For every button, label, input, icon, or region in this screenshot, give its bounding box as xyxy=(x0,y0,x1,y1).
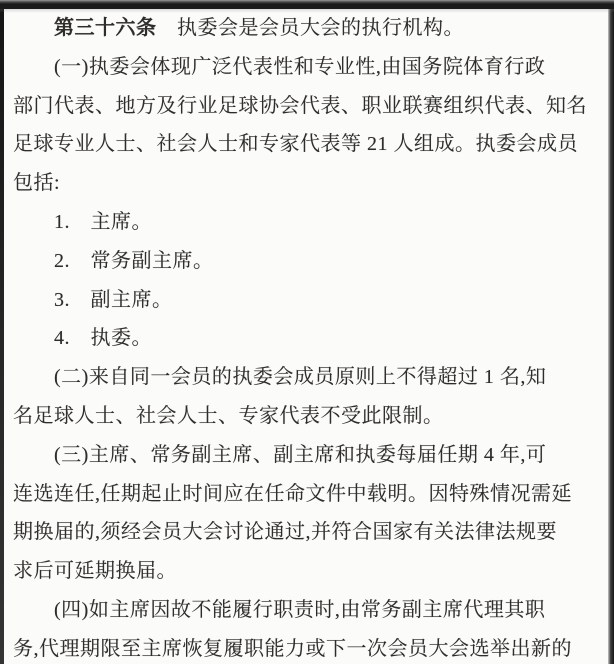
text-line xyxy=(13,436,606,475)
text-segment: 1. 主席。 xyxy=(54,210,152,233)
text-segment: (二)来自同一会员的执委会成员原则上不得超过 1 名,知 xyxy=(54,366,547,389)
text-segment: (四)如主席因故不能履行职责时,由常务副主席代理其职 xyxy=(54,598,546,621)
text-segment: 名足球人士、社会人士、专家代表不受此限制。 xyxy=(13,404,444,427)
text-segment: 2. 常务副主席。 xyxy=(54,249,214,272)
text-segment: 期换届的,须经会员大会讨论通过,并符合国家有关法律法规要 xyxy=(13,521,557,544)
text-line xyxy=(13,319,606,358)
text-segment: 足球专业人士、社会人士和专家代表等 21 人组成。执委会成员 xyxy=(13,133,578,156)
text-line xyxy=(13,630,606,664)
text-segment: 包括: xyxy=(13,172,61,195)
scan-edge-right xyxy=(608,0,614,664)
scan-edge-left xyxy=(0,0,4,664)
text-segment: 务,代理期限至主席恢复履职能力或下一次会员大会选举出新的 xyxy=(13,637,572,660)
text-line xyxy=(13,48,606,87)
text-segment: 执委会是会员大会的执行机构。 xyxy=(156,17,464,39)
text-line xyxy=(13,203,606,242)
text-line xyxy=(13,87,606,126)
text-segment: 3. 副主席。 xyxy=(54,288,173,311)
text-segment: 连选连任,任期起止时间应在任命文件中载明。因特殊情况需延 xyxy=(13,482,572,505)
document-text-body xyxy=(13,9,606,664)
text-line xyxy=(13,281,606,320)
text-segment: 求后可延期换届。 xyxy=(13,560,177,583)
text-line xyxy=(13,475,606,514)
text-line xyxy=(13,358,606,397)
text-line xyxy=(13,591,606,630)
text-line xyxy=(13,552,606,591)
article-number-text: 第三十六条 xyxy=(54,17,157,39)
text-line xyxy=(13,242,606,281)
text-segment: (一)执委会体现广泛代表性和专业性,由国务院体育行政 xyxy=(54,55,546,78)
text-segment: 4. 执委。 xyxy=(54,327,152,350)
scan-edge-top xyxy=(0,0,614,9)
text-line xyxy=(13,125,606,164)
text-segment: 部门代表、地方及行业足球协会代表、职业联赛组织代表、知名 xyxy=(13,94,587,117)
text-line xyxy=(13,164,606,203)
text-line xyxy=(13,397,606,436)
text-line xyxy=(13,513,606,552)
text-segment: (三)主席、常务副主席、副主席和执委每届任期 4 年,可 xyxy=(54,443,547,466)
text-line xyxy=(13,9,606,48)
